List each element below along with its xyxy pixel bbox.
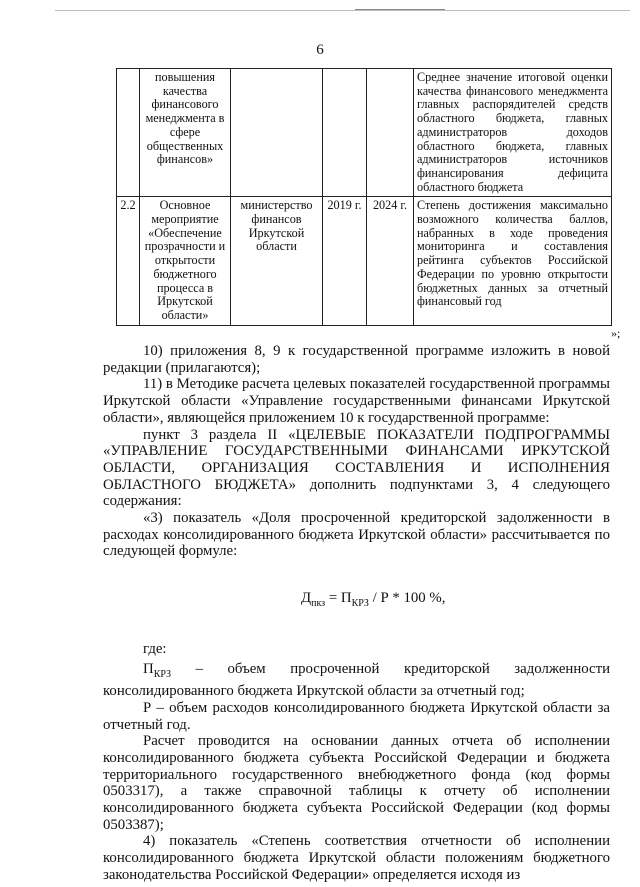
punkt-3-paragraph: пункт 3 раздела II «ЦЕЛЕВЫЕ ПОКАЗАТЕЛИ ПОДПРОГРАММЫ «УПРАВЛЕНИЕ ГОСУДАРСТВЕННЫМИ ФИНАНСАМИ ИРКУТСКОЙ ОБЛАСТИ, ОРГАНИЗАЦИЯ СОСТАВЛЕНИЯ И ИСПОЛНЕНИЯ ОБЛАСТНОГО БЮДЖЕТА» дополнить подпунктами 3, 4 следующего содержания: [103, 426, 610, 510]
indicator-cell: Степень достижения максимально возможного количества баллов, набранных в ходе проведения мониторинга и составления рейтинга субъектов Российской Федерации по уровню открытости бюджетных данных за отчетный финансовый год [414, 197, 612, 325]
end-year-cell [367, 69, 414, 197]
page-top-rule [55, 10, 630, 11]
formula-mid: = П [325, 590, 352, 607]
indicator-4-paragraph: 4) показатель «Степень соответствия отчетности об исполнении консолидированного бюджета Иркутской области положениям бюджетного законодательства Российской Федерации» определяется исходя из [103, 833, 610, 883]
table-row [117, 69, 612, 197]
program-table [116, 68, 612, 326]
pkrz-symbol: П [143, 660, 154, 677]
pkrz-definition [103, 661, 610, 700]
start-year-cell: 2019 г. [323, 197, 367, 325]
pkrz-text: – объем просроченной кредиторской задолженности консолидированного бюджета Иркутской области за отчетный год; [103, 660, 610, 700]
where-label: где: [143, 640, 167, 657]
item-11-paragraph: 11) в Методике расчета целевых показателей государственной программы Иркутской области «Управление государственными финансами Иркутской области», являющейся приложением 10 к государственной программе: [103, 376, 610, 426]
table-closing-mark: »; [611, 326, 621, 340]
page-number: 6 [316, 42, 324, 58]
activity-name-cell: Основное мероприятие «Обеспечение прозрачности и открытости бюджетного процесса в Иркутской области» [140, 197, 231, 325]
row-number-cell: 2.2 [117, 197, 140, 325]
formula [103, 590, 610, 613]
r-definition: Р – объем расходов консолидированного бюджета Иркутской области за отчетный год. [103, 699, 610, 733]
responsible-cell: министерство финансов Иркутской области [231, 197, 323, 325]
indicator-cell: Среднее значение итоговой оценки качества финансового менеджмента главных распорядителей средств областного бюджета, главных администраторов доходов областного бюджета, главных администраторов источников финансирования дефицита областного бюджета [414, 69, 612, 197]
calculation-paragraph: Расчет проводится на основании данных отчета об исполнении консолидированного бюджета субъекта Российской Федерации и бюджета территориального государственного внебюджетного фонда (код формы 0503317), а также справочной таблицы к отчету об исполнении консолидированного бюджета субъекта Российской Федерации (код формы 0503387); [103, 733, 610, 833]
item-10-paragraph: 10) приложения 8, 9 к государственной программе изложить в новой редакции (прилагаются); [103, 343, 610, 376]
formula-mid-subscript: КРЗ [351, 598, 369, 610]
table-row [117, 197, 612, 325]
indicator-3-paragraph: «3) показатель «Доля просроченной кредиторской задолженности в расходах консолидированного бюджета Иркутской области» рассчитывается по следующей формуле: [103, 510, 610, 560]
document-body [103, 343, 610, 884]
row-number-cell [117, 69, 140, 197]
start-year-cell [323, 69, 367, 197]
activity-name-cell: повышения качества финансового менеджмента в сфере общественных финансов» [140, 69, 231, 197]
formula-rhs: / Р * 100 %, [368, 590, 446, 607]
pkrz-subscript: КРЗ [153, 668, 172, 680]
end-year-cell: 2024 г. [367, 197, 414, 325]
formula-lhs-subscript: пкз [311, 598, 326, 610]
responsible-cell [231, 69, 323, 197]
formula-lhs: Д [301, 590, 312, 607]
